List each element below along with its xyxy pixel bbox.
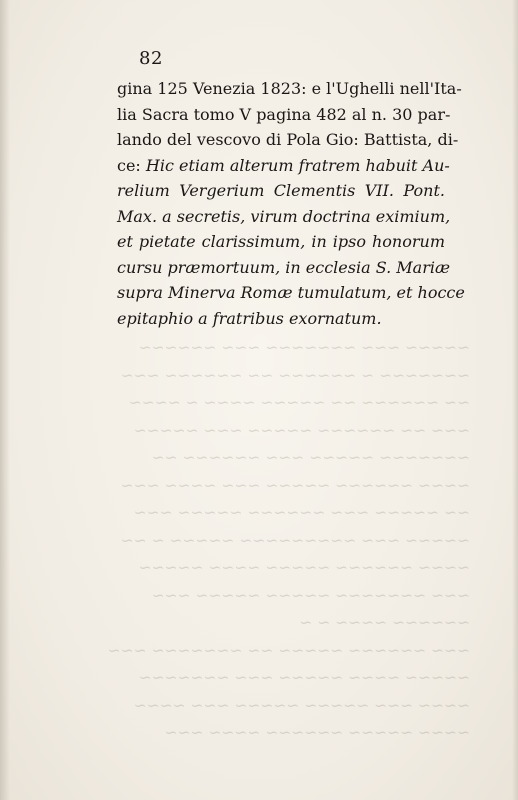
line-roman-part: ce: — [117, 155, 146, 175]
text-line: supra Minerva Romæ tumulatum, et hocce — [117, 283, 465, 302]
text-line: lia Sacra tomo V pagina 482 al n. 30 par- — [117, 104, 451, 124]
text-line: epitaphio a fratribus exornatum. — [117, 308, 382, 328]
text-line: relium Vergerium Clementis VII. Pont. — [117, 181, 445, 200]
text-line: cursu præmortuum, in ecclesia S. Mariæ — [117, 257, 451, 277]
page-number: 82 — [139, 48, 163, 69]
body-text — [117, 76, 465, 331]
text-line: Max. a secretis, virum doctrina eximium, — [117, 206, 451, 226]
line-italic-part: Hic etiam alterum fratrem habuit Au- — [145, 155, 450, 175]
text-line-mixed — [117, 153, 450, 179]
text-line: gina 125 Venezia 1823: e l'Ughelli nell'Ita- — [117, 79, 462, 98]
text-line: lando del vescovo di Pola Gio: Battista, di- — [117, 130, 459, 149]
text-line: et pietate clarissimum, in ipso honorum — [117, 232, 445, 251]
page-left-edge — [0, 0, 10, 800]
page-right-edge — [512, 0, 518, 800]
show-through-text: ~~~~~ ~~~ ~~~~~~~ ~~~ ~~~~~~ ~~~~~~~ ~ ~~~~~~ ~~ ~~~~~~ ~~~ ~~ ~~~~~~ ~~ ~~~~~ ~~~~ ~ ~~~~ ~~~ ~~ ~~~~~~ ~~~~~ ~~~ ~~~~~ ~~~~~~~ ~~~~~ ~~~ ~~~~~~ ~~ ~~~~ ~~~~~~ ~~~~~ ~~~ ~~~~ ~~~ ~~ ~~~~~ ~~~ ~~~~~~ ~~~~~ ~~~ ~~~~~ ~~~ ~~~~~~~~~ ~~~~~ ~ ~~ ~~~~ ~~~~~~ ~~~~~ ~~~~ ~~~~~ ~~~ ~~~~~~~ ~~~~~ ~~~~~ ~~~ ~~~~~~ ~~~~ ~ ~ ~~~ ~~~~~~ ~~~~~ ~~ ~~~~~~~ ~~~ ~~~~~ ~~~~ ~~~~~ ~~~ ~~~~~~~ ~~~~ ~~~ ~~~~~ ~~~~~ ~~~ ~~~~ ~~~~ ~~~~~ ~~~~~~ ~~~~ ~~~ — [107, 339, 470, 742]
